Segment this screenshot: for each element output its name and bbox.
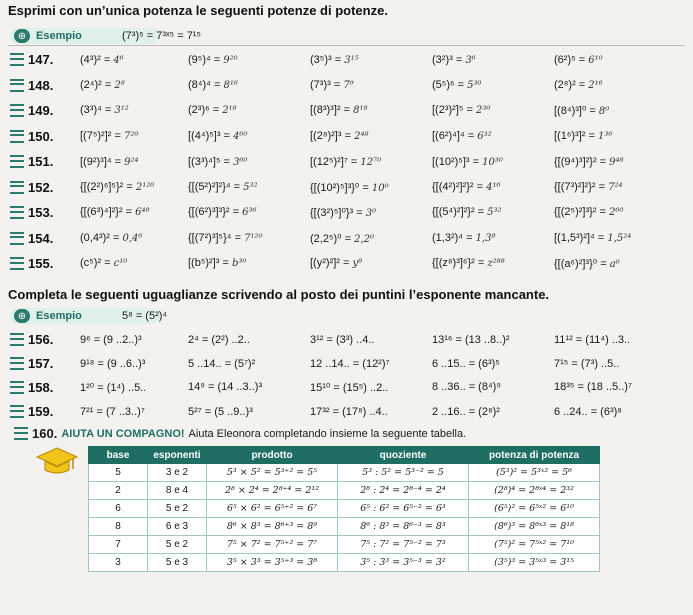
exercise-row [10,202,685,223]
fill-in-item: 3¹² = (3³) ..4.. [310,333,375,346]
exercise-item [188,181,310,194]
item-expression: (6²)⁵ = [554,53,586,66]
item-answer: 4¹⁶ [486,181,501,193]
exercise-item [432,79,554,91]
exercise-number-label: 150. [28,128,54,144]
exercise-number-label: 155. [28,256,54,271]
difficulty-icon [10,206,24,219]
item-answer: y⁸ [352,258,363,269]
item-expression: {[(6³)⁴]²}² = [80,206,133,218]
exercise-items [80,406,685,418]
item-answer: 4⁶ [113,54,124,66]
exercise-item [80,104,188,117]
difficulty-icon [10,257,24,270]
exercise-item [188,206,310,219]
item-answer: 4⁶⁰ [233,131,248,142]
exercise-item [188,156,310,168]
fill-in-item: 6 ..15.. = (6³)⁵ [432,357,500,370]
difficulty-icon [10,79,24,92]
fill-in-item: 5 ..14.. = (5⁷)² [188,357,256,370]
item-expression: (4³)² = [80,53,111,66]
exercise-item [432,181,554,194]
example-expression: (7³)⁵ = 7³ˣ⁵ = 7¹⁵ [122,30,202,42]
exercise-row [10,401,685,422]
exercise-number [10,380,80,395]
exercise-number-label: 159. [28,404,54,419]
fill-in-item: 11¹² = (11⁴) ..3.. [554,333,631,346]
item-expression: (3³)⁴ = [80,104,112,116]
item-expression: {[(a⁶)²]³}⁰ = [554,258,607,270]
fill-in-item: 6 ..24.. = (6³)⁸ [554,405,622,418]
table-cell: 3⁵ : 3³ = 3⁵⁻³ = 3² [338,554,469,572]
table-cell: 8 [89,518,148,536]
item-expression: (7³)³ = [310,79,341,91]
item-answer: a⁰ [609,259,620,270]
exercise-row [10,75,685,96]
exercise-items [80,206,685,219]
exercise-item [80,232,188,245]
item-expression: (c⁵)² = [80,257,111,269]
difficulty-icon [10,357,24,370]
item-answer: 3¹² [114,105,129,116]
table-header-cell: prodotto [207,447,338,464]
item-answer: 2¹⁸ [222,105,237,116]
table-row [89,536,600,554]
item-expression: {[(2²)⁶]⁵}² = [80,180,133,193]
item-expression: (1,3²)⁴ = [432,231,473,244]
item-answer: 7¹²⁰ [244,232,263,244]
exercise-item [310,181,432,194]
difficulty-icon [10,181,24,194]
exercise-item [188,130,310,142]
fill-in-item: 7²¹ = (7 ..3..)⁷ [80,405,145,418]
exercise-row [10,377,685,398]
item-answer: 1,3⁸ [475,232,496,244]
exercise-row [10,228,685,249]
difficulty-icon [10,333,24,346]
exercise-row [10,151,685,172]
exercise-item [188,54,310,66]
exercise-item [432,206,554,219]
exercise-item [432,104,554,117]
table-cell: 7 [89,536,148,554]
fill-in-item: 9⁶ = (9 ..2..)³ [80,333,142,346]
item-expression: {[(4²)²]²}² = [432,180,484,193]
exercise-item [310,130,432,142]
example-label: Esempio [36,310,82,322]
exercise-number-label: 154. [28,230,54,246]
item-expression: [(8⁴)³]⁰ = [554,105,596,117]
exercise-item [310,104,432,117]
exercise-item [310,54,432,66]
example-expression: 5⁸ = (5²)⁴ [122,310,168,322]
exercise-number-label: 147. [28,52,54,67]
exercise-item [188,104,310,117]
exercise-number [10,52,80,67]
divider [8,45,685,46]
table-cell: 5 [89,464,148,482]
exercise-item [432,156,554,168]
item-answer: 7²⁰ [124,131,139,142]
item-answer: 8¹⁶ [223,80,238,91]
item-answer: 2¹²⁰ [135,181,155,193]
exercise-number-label: 152. [28,179,54,195]
exercise-number [10,356,80,371]
item-answer: 2⁶⁰ [609,207,624,218]
table-header-cell: quoziente [338,447,469,464]
table-row [89,554,600,572]
exercise-item [554,156,676,168]
item-answer: 9²⁰ [223,54,238,66]
exercise-items [80,181,685,194]
exercise-item [554,130,676,142]
exercise-item [80,257,188,270]
exercise-number-label: 148. [28,77,54,93]
exercise-number [10,78,80,93]
item-expression: [(1,5³)²]⁴ = [554,231,605,244]
item-expression: {[(10²)⁵]³}⁰ = [310,181,369,194]
fill-in-item: 2 ..16.. = (2⁸)² [432,405,500,418]
exercise-item [188,232,310,245]
table-cell: 2⁸ : 2⁴ = 2⁸⁻⁴ = 2⁴ [338,482,469,500]
exercise-item [554,206,676,219]
exercise-item [80,206,188,219]
difficulty-icon [10,130,24,143]
item-expression: [(8³)³]² = [310,104,351,116]
exercise-number [10,180,80,195]
table-cell: (7⁵)² = 7⁵ˣ² = 7¹⁰ [469,536,600,554]
exercise-row [10,253,685,274]
item-expression: [(7⁵)²]² = [80,130,121,142]
fill-in-item: 14⁹ = (14 ..3..)³ [188,381,263,393]
item-answer: 2³⁰ [476,105,491,116]
item-answer: 6³² [477,131,492,142]
table-cell: 8⁶ : 8³ = 8⁶⁻³ = 8³ [338,518,469,536]
exercise-title: AIUTA UN COMPAGNO! [61,427,185,440]
difficulty-icon [10,232,24,245]
item-expression: (8⁴)⁴ = [188,79,221,91]
exercise-item [554,79,676,91]
fill-in-item: 2⁴ = (2²) ..2.. [188,333,250,346]
exercise-items [80,79,685,91]
table-cell: 3 e 2 [148,464,207,482]
item-answer: 7²⁴ [608,181,623,193]
exercise-items [80,358,685,370]
exercise-item [554,181,676,194]
fill-in-item: 12 ..14.. = (12²)⁷ [310,357,390,370]
item-expression: (0,4³)² = [80,231,120,244]
table-cell: 6 e 3 [148,518,207,536]
table-cell: 5³ × 5² = 5³⁺² = 5⁵ [207,464,338,482]
exercise-number-label: 158. [28,380,54,395]
item-expression: {[(3²)⁵]⁰}³ = [310,207,363,219]
fill-in-item: 18³⁵ = (18 ..5..)⁷ [554,381,632,393]
exercise-row [10,100,685,121]
item-expression: [(10²)⁵]³ = [432,155,480,168]
item-expression: {[(5²)²]²}⁴ = [188,180,241,193]
item-expression: (2⁴)² = [80,79,112,91]
exercise-number-label: 153. [28,205,54,220]
exercise-item [554,104,676,117]
item-expression: [(y²)²]² = [310,257,350,269]
exercise-items [80,257,685,270]
item-answer: 8¹⁸ [353,105,368,116]
exercise-number [10,404,80,419]
table-row [89,464,600,482]
item-answer: 2,2⁰ [354,233,375,245]
exercise-item [432,130,554,142]
exercise-item [80,156,188,168]
item-expression: [(2³)²]⁵ = [432,104,473,116]
item-answer: 6⁴⁸ [135,207,150,218]
table-cell: 3 [89,554,148,572]
exercise-item [432,54,554,66]
item-expression: (2,2⁵)⁰ = [310,232,352,245]
item-answer: 12⁷⁰ [360,156,382,168]
item-expression: (3⁵)³ = [310,53,342,66]
table-cell: (8⁶)³ = 8⁶ˣ³ = 8¹⁸ [469,518,600,536]
exercise-items [80,381,685,394]
item-answer: 10⁰ [371,182,389,194]
exercise-number-label: 157. [28,356,54,371]
exercise-row [10,177,685,198]
table-body [89,464,600,572]
exercise-item [188,79,310,91]
table-row [89,482,600,500]
item-answer: 9⁴⁸ [609,156,624,168]
example-2 [14,309,167,323]
item-answer: 10³⁰ [482,156,503,168]
exercise-item [432,257,554,270]
item-answer: 2⁸ [114,80,125,91]
table-cell: (6⁵)² = 6⁵ˣ² = 6¹⁰ [469,500,600,518]
table-header-row [89,447,600,464]
difficulty-icon [10,53,24,66]
table-cell: 6⁵ × 6² = 6⁵⁺² = 6⁷ [207,500,338,518]
table-cell: (2⁸)⁴ = 2⁸ˣ⁴ = 2³² [469,482,600,500]
item-answer: 2¹⁶ [588,80,603,91]
table-cell: 2 [89,482,148,500]
difficulty-icon [10,381,24,394]
exercise-item [310,156,432,168]
section1-title: Esprimi con un’unica potenza le seguenti potenze di potenze. [8,3,388,18]
exercise-number [10,154,80,169]
item-answer: 5³⁰ [467,80,482,91]
exercise-items [80,334,685,346]
table-cell: 6 [89,500,148,518]
item-expression: (5⁵)⁶ = [432,79,465,91]
table-row [89,518,600,536]
table-cell: 7⁵ : 7² = 7⁵⁻² = 7³ [338,536,469,554]
item-answer: 6³⁶ [242,207,257,218]
item-answer: 1³⁶ [597,131,613,142]
exercise-items [80,156,685,168]
exercise-item [554,257,676,270]
table-cell: (5³)² = 5³ˣ² = 5⁶ [469,464,600,482]
table-cell: (3⁵)³ = 3⁵ˣ³ = 3¹⁵ [469,554,600,572]
exercise-items [80,130,685,142]
item-expression: {[(9⁴)³]²}² = [554,155,607,168]
exercise-item [432,232,554,245]
item-answer: 3¹⁵ [344,54,359,66]
exercise-item [554,232,676,245]
item-expression: [(4⁴)⁵]³ = [188,130,230,142]
exercise-items [80,54,685,66]
example-1 [14,29,201,43]
item-answer: b³⁰ [232,258,247,269]
item-expression: {[(z⁸)³]⁶}² = [432,257,485,269]
table-header-cell: potenza di potenza [469,447,600,464]
exercise-number [10,129,80,144]
graduation-cap-icon [36,446,78,476]
item-answer: 7⁹ [343,80,354,91]
exercise-item [554,54,676,66]
difficulty-icon [10,104,24,117]
item-answer: 1,5²⁴ [607,232,632,244]
exercise-item [80,54,188,66]
exercise-number [10,231,80,246]
item-expression: [(12⁵)²]⁷ = [310,155,358,168]
fill-in-item: 17³² = (17⁸) ..4.. [310,405,388,418]
exercise-item [80,79,188,91]
exercise-item [310,79,432,91]
table-cell: 5³ : 5² = 5³⁻² = 5 [338,464,469,482]
example-label: Esempio [36,30,82,42]
exercise-row [10,353,685,374]
exercise-item [80,130,188,142]
fill-in-item: 8 ..36.. = (8⁴)⁹ [432,381,502,393]
item-expression: {[(5⁴)²]²}² = [432,206,485,218]
item-expression: (9⁵)⁴ = [188,53,221,66]
fill-in-item: 15¹⁰ = (15⁵) ..2.. [310,382,389,394]
fill-in-item: 13¹⁶ = (13 ..8..)² [432,333,510,346]
table-cell: 3⁵ × 3³ = 3⁵⁺³ = 3⁸ [207,554,338,572]
table-header-cell: base [89,447,148,464]
item-answer: 5³² [243,181,258,193]
item-answer: 5³² [487,207,502,218]
exercise-row [10,126,685,147]
fill-in-item: 7¹⁵ = (7³) ..5.. [554,357,620,370]
difficulty-icon [10,405,24,418]
item-expression: {[(7³)²]²}² = [554,180,606,193]
difficulty-icon [14,427,28,440]
exercise-number-label: 151. [28,154,54,169]
item-expression: {[(6²)³]³}² = [188,206,240,218]
item-answer: z²⁸⁸ [487,258,505,269]
exercise-item [310,257,432,270]
item-answer: 3⁶⁰ [233,156,248,168]
table-cell: 2⁸ × 2⁴ = 2⁸⁺⁴ = 2¹² [207,482,338,500]
exercise-number [10,103,80,118]
section2-title: Completa le seguenti uguaglianze scrivendo al posto dei puntini l’esponente mancante. [8,287,550,302]
exercise-number [10,205,80,220]
example-icon: ⊕ [14,29,30,43]
item-expression: [(1⁶)³]² = [554,130,595,142]
powers-table [88,446,600,572]
exercise-items [80,232,685,245]
item-expression: (3²)³ = [432,53,463,66]
difficulty-icon [10,155,24,168]
item-answer: c¹⁰ [113,258,128,269]
table-cell: 8⁶ × 8³ = 8⁶⁺³ = 8⁹ [207,518,338,536]
item-expression: {[(7²)³]⁵}⁴ = [188,231,241,244]
exercise-row [10,329,685,350]
item-answer: 3⁶ [465,54,476,66]
table-cell: 5 e 2 [148,536,207,554]
exercise-number-label: 149. [28,103,54,118]
table-row [89,500,600,518]
table-cell: 6⁵ : 6² = 6⁵⁻² = 6³ [338,500,469,518]
fill-in-item: 5²⁷ = (5 ..9..)³ [188,405,253,418]
table-cell: 8 e 4 [148,482,207,500]
fill-in-item: 1²⁰ = (1⁴) ..5.. [80,382,147,394]
exercise-number-label: 156. [28,332,54,347]
item-answer: 3⁰ [365,208,377,219]
item-expression: [(b⁵)²]³ = [188,257,229,269]
table-cell: 5 e 3 [148,554,207,572]
exercise-number: 160. [32,426,58,441]
table-cell: 7⁵ × 7² = 7⁵⁺² = 7⁷ [207,536,338,554]
item-answer: 0,4⁶ [122,232,143,244]
item-expression: [(2⁸)²]³ = [310,130,352,142]
exercise-160-header [14,426,466,441]
item-expression: {[(2⁵)²]³}² = [554,206,606,218]
exercise-items [80,104,685,117]
exercise-item [310,232,432,245]
item-expression: (2³)⁶ = [188,104,220,116]
exercise-item [188,257,310,270]
exercise-row [10,49,685,70]
exercise-number [10,332,80,347]
table-cell: 5 e 2 [148,500,207,518]
exercise-number [10,256,80,271]
item-answer: 8⁰ [598,106,610,117]
exercise-item [80,181,188,194]
item-expression: (2⁸)² = [554,79,586,91]
item-answer: 9²⁴ [124,156,139,168]
item-expression: [(9²)³]⁴ = [80,155,122,168]
item-answer: 6¹⁰ [588,54,603,66]
exercise-instruction: Aiuta Eleonora completando insieme la seguente tabella. [188,427,467,440]
example-icon: ⊕ [14,309,30,323]
item-expression: [(6²)⁴]⁴ = [432,130,475,142]
table-header-cell: esponenti [148,447,207,464]
fill-in-item: 9¹⁸ = (9 ..6..)³ [80,357,146,370]
exercise-item [310,206,432,219]
item-expression: [(3³)⁴]⁵ = [188,155,230,168]
item-answer: 2⁴⁸ [354,131,369,142]
